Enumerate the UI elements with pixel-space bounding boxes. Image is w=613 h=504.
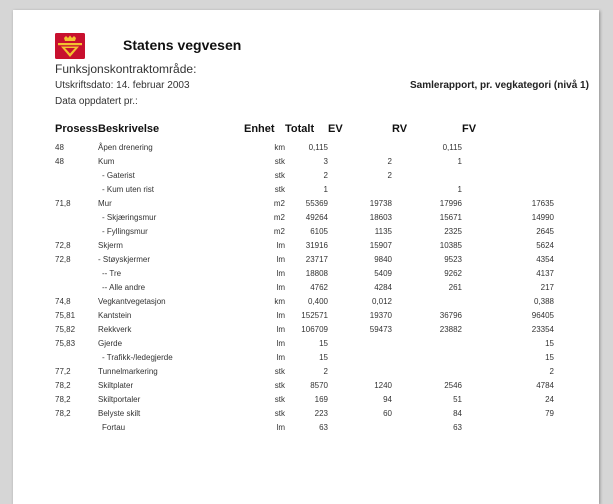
cell-description: Åpen drenering bbox=[98, 142, 153, 152]
cell-rv bbox=[392, 168, 462, 182]
cell-process: 72,8 bbox=[55, 240, 71, 250]
cell-description: -- Alle andre bbox=[102, 282, 146, 292]
cell-rv: 1 bbox=[457, 156, 462, 166]
table-row bbox=[55, 238, 554, 252]
print-date: Utskriftsdato: 14. februar 2003 bbox=[55, 80, 190, 91]
report-title: Samlerapport, pr. vegkategori (nivå 1) bbox=[410, 80, 589, 91]
cell-ev: 4284 bbox=[374, 282, 392, 292]
table-row bbox=[55, 336, 554, 350]
cell-description: - Kum uten rist bbox=[102, 184, 155, 194]
table-row bbox=[55, 182, 554, 196]
cell-process bbox=[55, 420, 98, 434]
cell-rv: 10385 bbox=[439, 240, 462, 250]
header-description: Beskrivelse bbox=[98, 123, 160, 135]
cell-process bbox=[55, 224, 98, 238]
table-row bbox=[55, 168, 554, 182]
cell-fv: 15 bbox=[545, 352, 554, 362]
cell-ev: 1135 bbox=[374, 226, 392, 236]
cell-description: Mur bbox=[98, 198, 112, 208]
cell-fv: 217 bbox=[540, 282, 554, 292]
cell-description: Gjerde bbox=[98, 338, 123, 348]
cell-ev bbox=[328, 140, 392, 154]
cell-ev: 5409 bbox=[374, 268, 392, 278]
cell-description: Skjerm bbox=[98, 240, 123, 250]
cell-unit: stk bbox=[274, 394, 285, 404]
table-row bbox=[55, 224, 554, 238]
table-row bbox=[55, 196, 554, 210]
cell-rv: 51 bbox=[453, 394, 462, 404]
cell-fv bbox=[462, 168, 554, 182]
cell-ev: 2 bbox=[387, 156, 392, 166]
cell-ev bbox=[328, 364, 392, 378]
cell-process: 75,83 bbox=[55, 338, 76, 348]
cell-fv bbox=[462, 420, 554, 434]
cell-total: 15 bbox=[319, 338, 328, 348]
cell-ev: 18603 bbox=[369, 212, 392, 222]
cell-description: - Gaterist bbox=[102, 170, 135, 180]
cell-total: 106709 bbox=[301, 324, 328, 334]
cell-rv: 36796 bbox=[439, 310, 462, 320]
cell-rv: 15671 bbox=[439, 212, 462, 222]
cell-rv bbox=[392, 336, 462, 350]
cell-unit: lm bbox=[276, 310, 285, 320]
cell-fv: 17635 bbox=[531, 198, 554, 208]
data-updated-label: Data oppdatert pr.: bbox=[55, 96, 138, 107]
cell-description: - Skjæringsmur bbox=[102, 212, 157, 222]
cell-description: Kum bbox=[98, 156, 115, 166]
header-fv: FV bbox=[462, 123, 477, 135]
cell-total: 6105 bbox=[310, 226, 328, 236]
cell-unit: lm bbox=[276, 338, 285, 348]
cell-total: 55369 bbox=[305, 198, 328, 208]
cell-process: 77,2 bbox=[55, 366, 71, 376]
cell-unit: m2 bbox=[273, 212, 285, 222]
cell-fv: 4354 bbox=[536, 254, 554, 264]
table-row bbox=[55, 210, 554, 224]
cell-description: - Støyskjermer bbox=[98, 254, 150, 264]
cell-ev: 19370 bbox=[369, 310, 392, 320]
cell-fv: 14990 bbox=[531, 212, 554, 222]
cell-rv: 9262 bbox=[444, 268, 462, 278]
cell-fv: 4137 bbox=[536, 268, 554, 278]
cell-description: Rekkverk bbox=[98, 324, 132, 334]
cell-description: Tunnelmarkering bbox=[98, 366, 158, 376]
cell-rv: 9523 bbox=[444, 254, 462, 264]
header-rv: RV bbox=[392, 123, 408, 135]
cell-process: 78,2 bbox=[55, 380, 71, 390]
cell-unit: m2 bbox=[273, 226, 285, 236]
cell-unit: stk bbox=[274, 408, 285, 418]
table-row bbox=[55, 322, 554, 336]
cell-fv bbox=[462, 182, 554, 196]
table-header-row bbox=[55, 118, 554, 140]
cell-description: Skiltportaler bbox=[98, 394, 141, 404]
cell-ev: 94 bbox=[383, 394, 392, 404]
cell-fv: 79 bbox=[545, 408, 554, 418]
cell-total: 15 bbox=[319, 352, 328, 362]
table-row bbox=[55, 364, 554, 378]
contract-area-label: Funksjonskontraktområde: bbox=[55, 62, 197, 76]
cell-description: - Trafikk-/ledegjerde bbox=[102, 352, 173, 362]
cell-ev: 9840 bbox=[374, 254, 392, 264]
cell-process: 75,82 bbox=[55, 324, 76, 334]
cell-unit: km bbox=[274, 296, 285, 306]
cell-unit: lm bbox=[276, 422, 285, 432]
cell-total: 2 bbox=[323, 366, 328, 376]
cell-description: - Fyllingsmur bbox=[102, 226, 148, 236]
cell-rv: 2325 bbox=[444, 226, 462, 236]
cell-process: 75,81 bbox=[55, 310, 76, 320]
cell-fv: 23354 bbox=[531, 324, 554, 334]
cell-total: 169 bbox=[314, 394, 328, 404]
cell-process bbox=[55, 350, 98, 364]
cell-description: Kantstein bbox=[98, 310, 132, 320]
cell-total: 8570 bbox=[310, 380, 328, 390]
header-total: Totalt bbox=[285, 123, 315, 135]
cell-description: Skiltplater bbox=[98, 380, 134, 390]
cell-ev: 15907 bbox=[369, 240, 392, 250]
cell-unit: stk bbox=[274, 156, 285, 166]
header-ev: EV bbox=[328, 123, 343, 135]
header-unit: Enhet bbox=[244, 123, 275, 135]
cell-rv: 261 bbox=[448, 282, 462, 292]
report-table bbox=[55, 118, 554, 434]
statens-vegvesen-logo-icon bbox=[55, 33, 85, 59]
cell-rv bbox=[392, 350, 462, 364]
org-name: Statens vegvesen bbox=[123, 37, 242, 53]
cell-unit: lm bbox=[276, 324, 285, 334]
cell-process: 78,2 bbox=[55, 394, 71, 404]
cell-ev bbox=[328, 350, 392, 364]
cell-unit: lm bbox=[276, 282, 285, 292]
cell-description: -- Tre bbox=[102, 268, 122, 278]
cell-total: 0,400 bbox=[307, 296, 328, 306]
cell-fv: 0,388 bbox=[533, 296, 554, 306]
cell-rv: 1 bbox=[457, 184, 462, 194]
cell-total: 0,115 bbox=[308, 142, 328, 152]
cell-description: Vegkantvegetasjon bbox=[98, 296, 166, 306]
table-row bbox=[55, 252, 554, 266]
cell-rv: 23882 bbox=[439, 324, 462, 334]
table-row bbox=[55, 140, 554, 154]
cell-unit: m2 bbox=[273, 198, 285, 208]
cell-fv: 15 bbox=[545, 338, 554, 348]
report-page bbox=[13, 10, 599, 504]
cell-total: 18808 bbox=[305, 268, 328, 278]
cell-unit: lm bbox=[276, 352, 285, 362]
cell-unit: stk bbox=[274, 170, 285, 180]
cell-unit: lm bbox=[276, 268, 285, 278]
cell-process: 72,8 bbox=[55, 254, 71, 264]
cell-fv: 2 bbox=[549, 366, 554, 376]
cell-process bbox=[55, 168, 98, 182]
cell-total: 1 bbox=[323, 184, 328, 194]
cell-process bbox=[55, 210, 98, 224]
cell-ev bbox=[328, 336, 392, 350]
cell-ev: 19738 bbox=[369, 198, 392, 208]
cell-ev: 59473 bbox=[369, 324, 392, 334]
cell-total: 152571 bbox=[301, 310, 328, 320]
cell-rv: 63 bbox=[453, 422, 462, 432]
cell-ev: 2 bbox=[387, 170, 392, 180]
cell-process bbox=[55, 280, 98, 294]
cell-ev: 60 bbox=[383, 408, 392, 418]
cell-rv: 84 bbox=[453, 408, 462, 418]
cell-total: 2 bbox=[323, 170, 328, 180]
cell-fv: 24 bbox=[545, 394, 554, 404]
cell-fv bbox=[462, 140, 554, 154]
table-body bbox=[55, 140, 554, 434]
cell-rv: 17996 bbox=[439, 198, 462, 208]
cell-ev: 1240 bbox=[374, 380, 392, 390]
cell-ev bbox=[328, 182, 392, 196]
cell-fv bbox=[462, 154, 554, 168]
cell-total: 49264 bbox=[305, 212, 328, 222]
cell-rv: 0,115 bbox=[442, 142, 462, 152]
cell-rv: 2546 bbox=[444, 380, 462, 390]
cell-description: Belyste skilt bbox=[98, 408, 141, 418]
header-process: Prosess bbox=[55, 123, 98, 135]
table-row bbox=[55, 280, 554, 294]
table-row bbox=[55, 406, 554, 420]
table-row bbox=[55, 294, 554, 308]
cell-process: 48 bbox=[55, 142, 64, 152]
cell-fv: 5624 bbox=[536, 240, 554, 250]
cell-process: 74,8 bbox=[55, 296, 71, 306]
table-row bbox=[55, 420, 554, 434]
cell-description: Fortau bbox=[102, 422, 126, 432]
cell-unit: km bbox=[274, 142, 285, 152]
cell-process: 48 bbox=[55, 156, 64, 166]
cell-total: 31916 bbox=[305, 240, 328, 250]
cell-rv bbox=[392, 294, 462, 308]
cell-total: 63 bbox=[319, 422, 328, 432]
cell-process: 71,8 bbox=[55, 198, 71, 208]
cell-total: 3 bbox=[323, 156, 328, 166]
cell-process bbox=[55, 182, 98, 196]
table-row bbox=[55, 392, 554, 406]
cell-total: 223 bbox=[314, 408, 328, 418]
cell-process: 78,2 bbox=[55, 408, 71, 418]
table-row bbox=[55, 378, 554, 392]
cell-ev: 0,012 bbox=[371, 296, 392, 306]
cell-unit: lm bbox=[276, 240, 285, 250]
cell-fv: 96405 bbox=[531, 310, 554, 320]
table-row bbox=[55, 266, 554, 280]
cell-rv bbox=[392, 364, 462, 378]
table-row bbox=[55, 154, 554, 168]
cell-ev bbox=[328, 420, 392, 434]
cell-unit: stk bbox=[274, 366, 285, 376]
cell-process bbox=[55, 266, 98, 280]
cell-fv: 2645 bbox=[536, 226, 554, 236]
table-row bbox=[55, 350, 554, 364]
table-row bbox=[55, 308, 554, 322]
cell-unit: lm bbox=[276, 254, 285, 264]
cell-total: 23717 bbox=[305, 254, 328, 264]
cell-fv: 4784 bbox=[536, 380, 554, 390]
cell-unit: stk bbox=[274, 184, 285, 194]
cell-total: 4762 bbox=[310, 282, 328, 292]
cell-unit: stk bbox=[274, 380, 285, 390]
